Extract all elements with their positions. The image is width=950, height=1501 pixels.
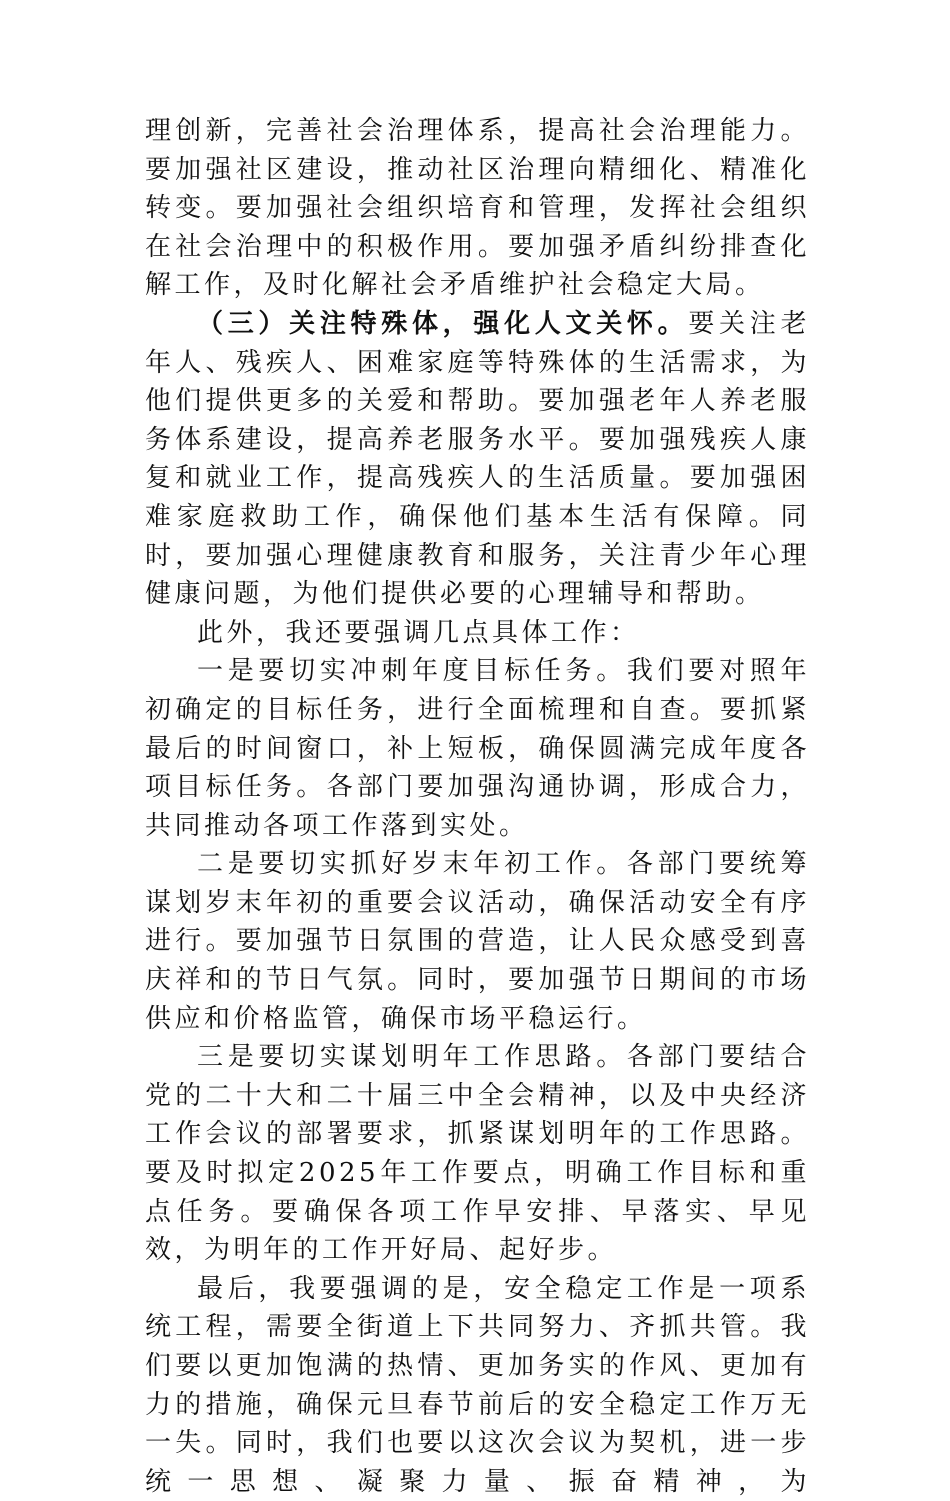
paragraph-governance xyxy=(145,112,810,305)
paragraph-text: 此外，我还要强调几点具体工作： xyxy=(197,617,640,648)
paragraph-next-year-plan xyxy=(145,1038,810,1270)
paragraph-annual-targets xyxy=(145,652,810,845)
paragraph-conclusion xyxy=(145,1270,810,1501)
paragraph-year-end-work xyxy=(145,845,810,1038)
paragraph-text: 要关注老年人、残疾人、困难家庭等特殊体的生活需求，为他们提供更多的关爱和帮助。要加强老年人养老服务体系建设，提高养老服务水平。要加强残疾人康复和就业工作，提高残疾人的生活质量。要加强困难家庭救助工作，确保他们基本生活有保障。同时，要加强心理健康教育和服务，关注青少年心理健康问题，为他们提供必要的心理辅导和帮助。 xyxy=(145,308,810,610)
paragraph-text: 三是要切实谋划明年工作思路。各部门要结合党的二十大和二十届三中全会精神，以及中央经济工作会议的部署要求，抓紧谋划明年的工作思路。要及时拟定2025年工作要点，明确工作目标和重点任务。要确保各项工作早安排、早落实、早见效，为明年的工作开好局、起好步。 xyxy=(145,1042,810,1266)
paragraph-text: 二是要切实抓好岁末年初工作。各部门要统筹谋划岁末年初的重要会议活动，确保活动安全有序进行。要加强节日氛围的营造，让人民众感受到喜庆祥和的节日气氛。同时，要加强节日期间的市场供应和价格监管，确保市场平稳运行。 xyxy=(145,849,810,1034)
paragraph-special-groups xyxy=(145,305,810,614)
document-page xyxy=(145,112,810,1501)
paragraph-text: 最后，我要强调的是，安全稳定工作是一项系统工程，需要全街道上下共同努力、齐抓共管。我们要以更加饱满的热情、更加务实的作风、更加有力的措施，确保元旦春节前后的安全稳定工作万无一失。同时，我们也要以这次会议为契机，进一步统一思想、凝聚力量、振奋精神，为 xyxy=(145,1273,810,1497)
paragraph-text: 一是要切实冲刺年度目标任务。我们要对照年初确定的目标任务，进行全面梳理和自查。要抓紧最后的时间窗口，补上短板，确保圆满完成年度各项目标任务。各部门要加强沟通协调，形成合力，共同推动各项工作落到实处。 xyxy=(145,656,810,841)
paragraph-additional-work xyxy=(145,614,810,653)
paragraph-text: 理创新，完善社会治理体系，提高社会治理能力。要加强社区建设，推动社区治理向精细化、精准化转变。要加强社会组织培育和管理，发挥社会组织在社会治理中的积极作用。要加强矛盾纠纷排查化解工作，及时化解社会矛盾维护社会稳定大局。 xyxy=(145,116,810,301)
section-heading: （三）关注特殊体，强化人文关怀。 xyxy=(197,308,689,339)
